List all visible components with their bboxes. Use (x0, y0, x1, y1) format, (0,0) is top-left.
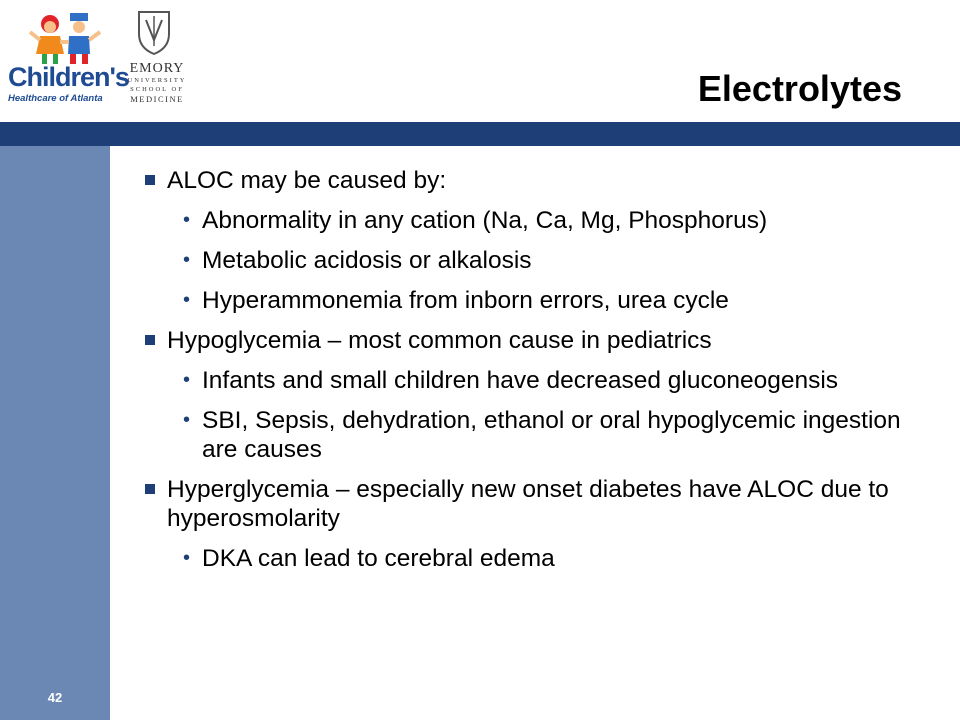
left-sidebar (0, 146, 110, 720)
bullet-text: Metabolic acidosis or alkalosis (202, 247, 532, 274)
bullet-text: DKA can lead to cerebral edema (202, 545, 555, 572)
slide-number: 42 (47, 690, 63, 705)
sub-bullet-item (143, 366, 933, 395)
sub-bullet-item (143, 246, 933, 275)
dot-bullet-icon: • (183, 209, 191, 231)
bullet-text: SBI, Sepsis, dehydration, ethanol or oral hypoglycemic ingestion are causes (202, 407, 901, 463)
header-banner (0, 122, 960, 146)
emory-school-of: SCHOOL OF (130, 86, 184, 93)
square-bullet-icon (145, 335, 155, 345)
sub-bullet-item (143, 406, 933, 464)
dot-bullet-icon: • (183, 409, 191, 431)
bullet-text: Infants and small children have decreased gluconeogensis (202, 367, 839, 394)
bullet-text: Abnormality in any cation (Na, Ca, Mg, Phosphorus) (202, 207, 768, 234)
dot-bullet-icon: • (183, 289, 191, 311)
emory-medicine: MEDICINE (130, 94, 184, 104)
dot-bullet-icon: • (183, 249, 191, 271)
bullet-text: Hypoglycemia – most common cause in pediatrics (167, 327, 712, 354)
emory-shield-icon (137, 10, 171, 56)
bullet-item (143, 166, 933, 195)
sub-bullet-item (143, 206, 933, 235)
bullet-text: Hyperammonemia from inborn errors, urea cycle (202, 287, 729, 314)
slide-title: Electrolytes (697, 68, 902, 109)
emory-university: UNIVERSITY (127, 77, 187, 84)
childrens-tagline: Healthcare of Atlanta (8, 93, 103, 104)
childrens-wordmark: Children's (8, 62, 129, 92)
sub-bullet-item (143, 544, 933, 573)
bullet-text: Hyperglycemia – especially new onset diabetes have ALOC due to hyperosmolarity (167, 476, 889, 532)
dot-bullet-icon: • (183, 547, 191, 569)
bullet-item (143, 475, 933, 533)
bullet-list (143, 166, 933, 584)
emory-name: EMORY (129, 61, 185, 76)
emory-wordmark (126, 62, 188, 105)
square-bullet-icon (145, 484, 155, 494)
square-bullet-icon (145, 175, 155, 185)
dot-bullet-icon: • (183, 369, 191, 391)
bullet-text: ALOC may be caused by: (167, 167, 447, 194)
bullet-item (143, 326, 933, 355)
sub-bullet-item (143, 286, 933, 315)
